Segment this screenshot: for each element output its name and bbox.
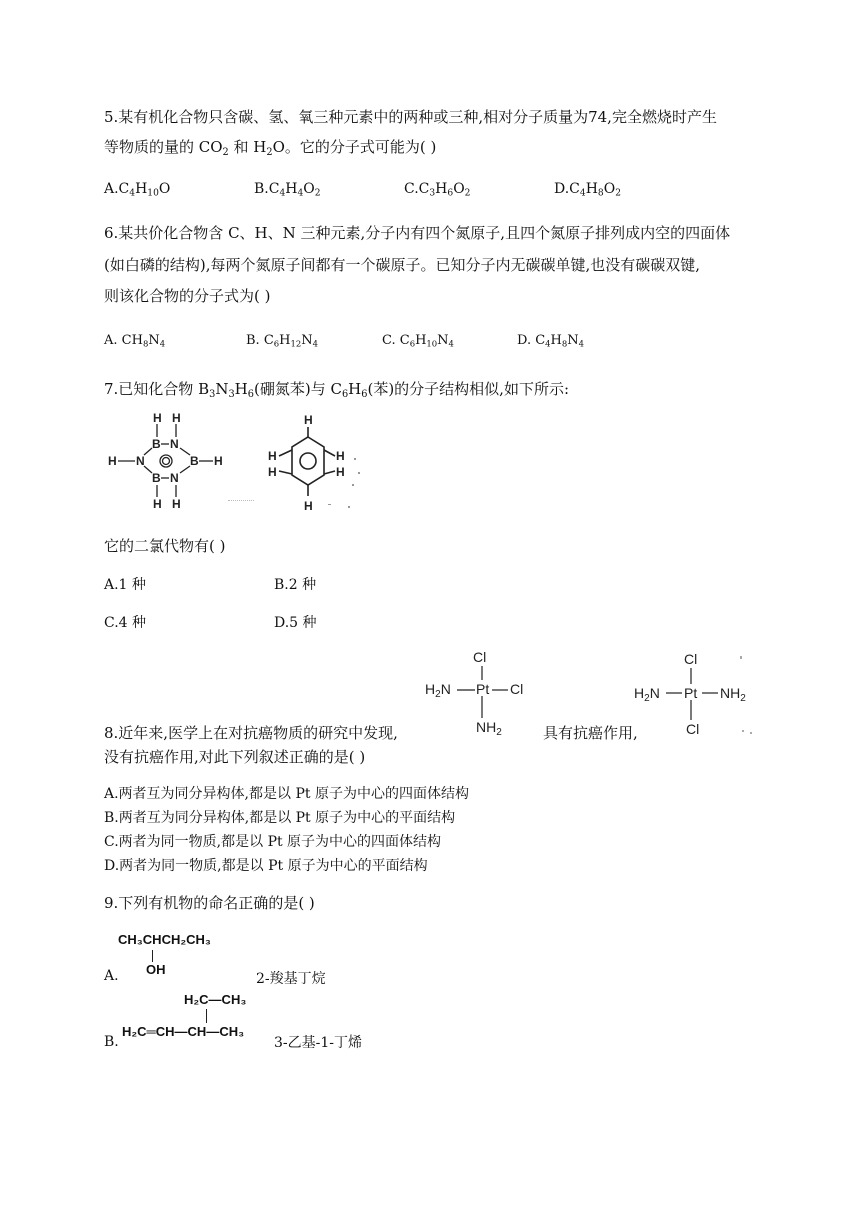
atom-b: B — [152, 471, 161, 485]
q9-b-top: H₂C—CH₃ — [184, 992, 247, 1007]
scan-artifact — [228, 500, 254, 507]
atom-h: H — [108, 454, 117, 468]
atom-nh2: $NH_2$ — [476, 719, 502, 738]
benzene-structure — [262, 408, 374, 514]
transplatin-structure — [632, 648, 760, 740]
q5-option-a: $A.C_4H_{10}O$ — [104, 181, 171, 199]
q6-option-c: C. $C_6H_{10}N_4$ — [382, 333, 454, 349]
q5-option-b: $B.C_4H_4O_2$ — [254, 181, 321, 199]
q5-option-c: $C.C_3H_6O_2$ — [404, 181, 471, 199]
atom-h: H — [172, 497, 181, 511]
atom-cl: Cl — [473, 649, 487, 665]
cisplatin-structure — [420, 646, 530, 738]
atom-h: H — [268, 449, 277, 463]
atom-h2n: $H_2N$ — [425, 681, 451, 700]
atom-h: H — [172, 411, 181, 425]
atom-h: H — [153, 411, 162, 425]
atom-b: B — [190, 454, 199, 468]
atom-cl: Cl — [684, 651, 698, 667]
borazine-structure — [100, 408, 240, 514]
atom-n: N — [170, 437, 179, 451]
q6-line2: (如白磷的结构),每两个氮原子间都有一个碳原子。已知分子内无碳碳单键,也没有碳碳双键, — [104, 256, 701, 274]
q5-line2: 等物质的量的 $CO_2$ 和 $H_2O$。它的分子式可能为( ) — [104, 138, 437, 158]
atom-n: N — [136, 454, 145, 468]
q8-option-a: A.两者互为同分异构体,都是以 Pt 原子为中心的四面体结构 — [104, 786, 469, 802]
q8-line1a: 8.近年来,医学上在对抗癌物质的研究中发现, — [104, 724, 398, 742]
q6-option-a: A. $CH_8N_4$ — [104, 333, 166, 349]
q9-a-label: A. — [104, 968, 119, 984]
atom-pt: Pt — [476, 681, 490, 697]
atom-h: H — [336, 465, 345, 479]
q8-option-b: B.两者互为同分异构体,都是以 Pt 原子为中心的平面结构 — [104, 810, 456, 826]
q7-option-c: C.4 种 — [104, 615, 147, 631]
atom-h2n: $H_2N$ — [634, 685, 660, 704]
q6-line1: 6.某共价化合物含 C、H、N 三种元素,分子内有四个氮原子,且四个氮原子排列成内空的四面体 — [104, 224, 731, 242]
q9-a-bond — [152, 950, 153, 962]
atom-h: H — [336, 449, 345, 463]
atom-n: N — [170, 471, 179, 485]
atom-h: H — [304, 499, 313, 513]
q9-b-name: 3-乙基-1-丁烯 — [274, 1035, 363, 1051]
q6-option-b: B. $C_6H_{12}N_4$ — [246, 333, 318, 349]
q7-stem: 7.已知化合物 $B_3N_3H_6$(硼氮苯)与 $C_6H_6$(苯)的分子结构相似,如下所示: — [104, 380, 569, 400]
q5-line1: 5.某有机化合物只含碳、氢、氧三种元素中的两种或三种,相对分子质量为74,完全燃烧时产生 — [104, 108, 717, 126]
q9-b-bond — [206, 1009, 207, 1023]
q6-line3: 则该化合物的分子式为( ) — [104, 287, 271, 305]
atom-pt: Pt — [684, 685, 698, 701]
q7-option-b: B.2 种 — [274, 577, 317, 593]
q9-a-formula: CH₃CHCH₂CH₃ — [118, 932, 211, 947]
atom-b: B — [152, 437, 161, 451]
q9-a-name: 2-羧基丁烷 — [256, 971, 326, 987]
q6-option-d: D. $C_4H_8N_4$ — [517, 333, 585, 349]
q7-option-d: D.5 种 — [274, 615, 317, 631]
q8-option-c: C.两者为同一物质,都是以 Pt 原子为中心的四面体结构 — [104, 834, 442, 850]
q9-b-label: B. — [104, 1034, 119, 1050]
atom-h: H — [214, 454, 223, 468]
atom-h: H — [304, 413, 313, 427]
atom-nh2: $NH_2$ — [720, 685, 746, 704]
atom-h: H — [153, 497, 162, 511]
atom-h: H — [268, 465, 277, 479]
q8-option-d: D.两者为同一物质,都是以 Pt 原子为中心的平面结构 — [104, 858, 428, 874]
q9-stem: 9.下列有机物的命名正确的是( ) — [104, 894, 315, 912]
atom-cl: Cl — [686, 721, 700, 737]
atom-cl: Cl — [510, 681, 524, 697]
q7-option-a: A.1 种 — [104, 577, 146, 593]
q9-b-main: H₂C═CH—CH—CH₃ — [122, 1024, 245, 1039]
q7-stem2: 它的二氯代物有( ) — [104, 537, 226, 555]
q8-line1b: 具有抗癌作用, — [543, 724, 638, 742]
q8-line2: 没有抗癌作用,对此下列叙述正确的是( ) — [104, 748, 366, 766]
q5-option-d: $D.C_4H_8O_2$ — [554, 181, 621, 199]
q9-a-oh: OH — [146, 962, 166, 977]
